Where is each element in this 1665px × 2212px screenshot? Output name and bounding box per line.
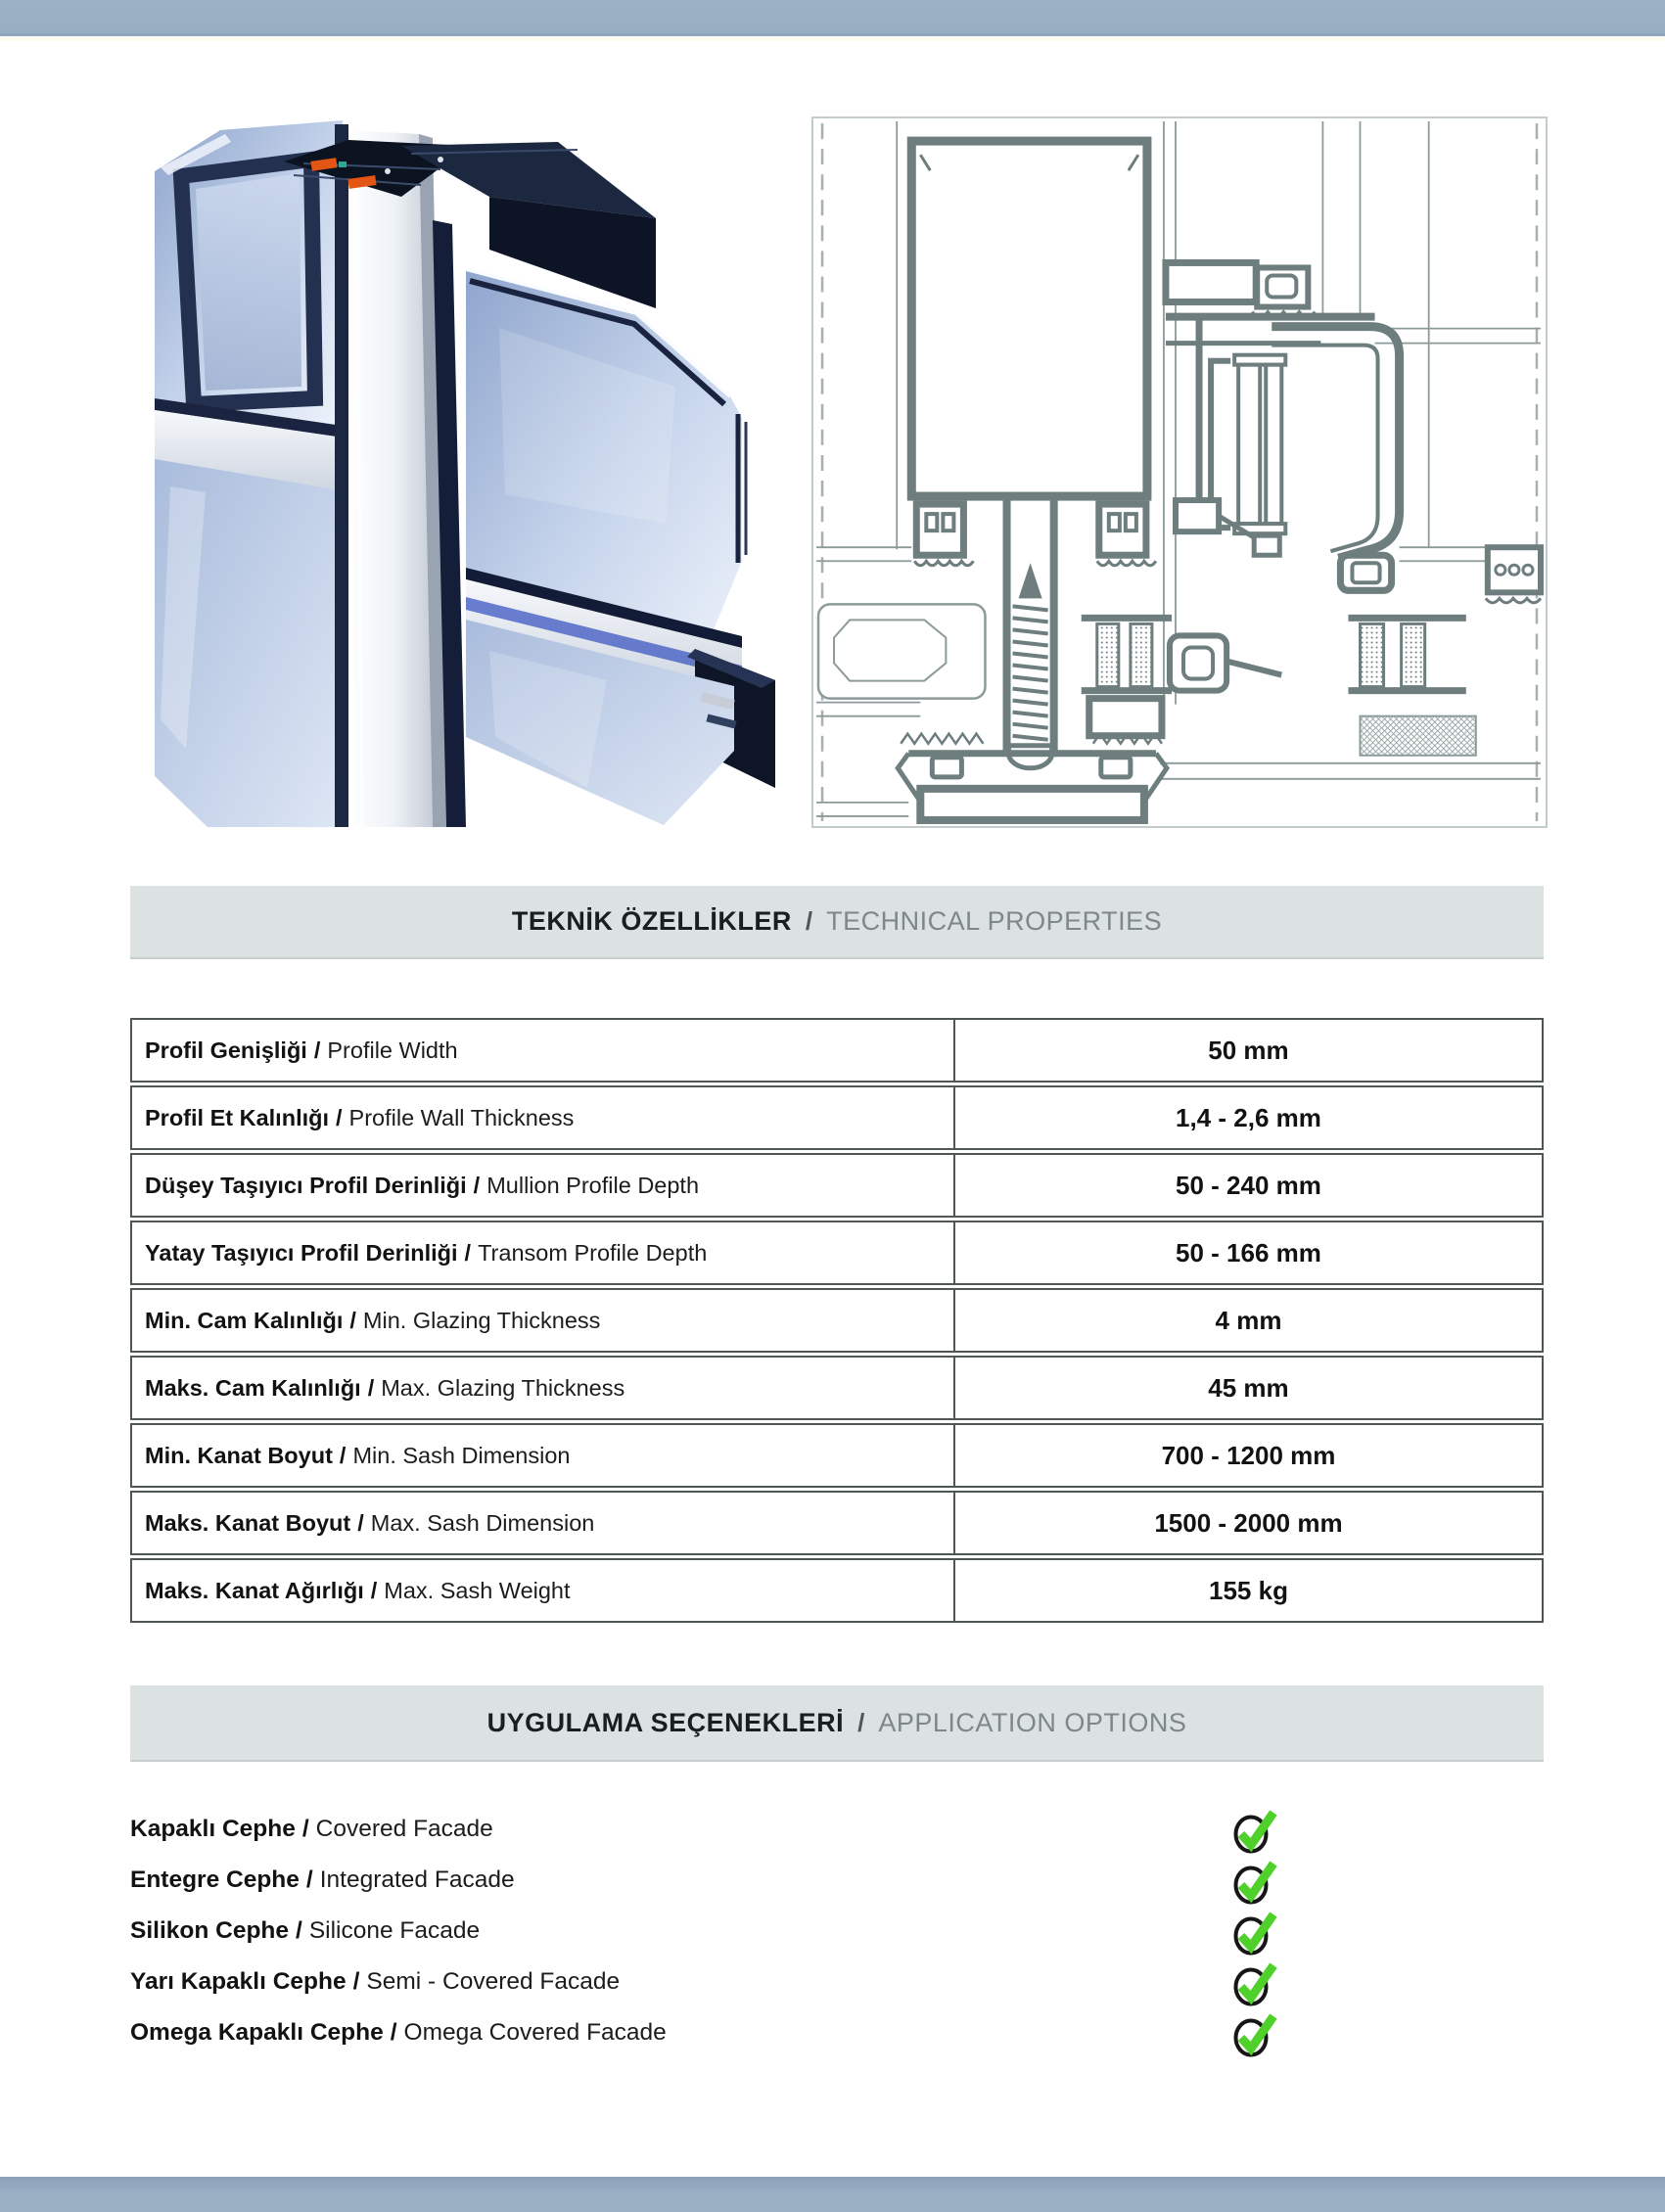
separator: /	[336, 1104, 343, 1130]
property-value: 45 mm	[1208, 1372, 1289, 1403]
separator: /	[370, 1577, 378, 1603]
option-label-en: Covered Facade	[315, 1816, 493, 1842]
property-label	[132, 1222, 955, 1283]
property-value: 50 - 166 mm	[1176, 1237, 1321, 1267]
separator: /	[473, 1172, 481, 1198]
property-label-en: Profile Wall Thickness	[348, 1104, 575, 1130]
property-value: 1500 - 2000 mm	[1154, 1507, 1343, 1538]
application-options-list	[130, 1804, 1544, 2058]
list-item	[130, 2007, 1544, 2058]
property-label-tr: Profil Et Kalınlığı	[145, 1104, 330, 1130]
property-label-en: Profile Width	[327, 1037, 458, 1063]
property-label-tr: Maks. Kanat Ağırlığı	[145, 1577, 364, 1603]
check-circle-icon	[1232, 1959, 1279, 2007]
table-row	[130, 1423, 1544, 1488]
property-label	[132, 1155, 955, 1216]
separator: /	[301, 1816, 309, 1842]
technical-section-drawing	[810, 115, 1549, 829]
table-row	[130, 1558, 1544, 1623]
table-row	[130, 1221, 1544, 1285]
section-title-tr: TEKNİK ÖZELLİKLER	[511, 906, 792, 936]
option-label-tr: Omega Kapaklı Cephe	[130, 2019, 384, 2046]
property-label-tr: Yatay Taşıyıcı Profil Derinliği	[145, 1239, 458, 1266]
property-label-en: Max. Sash Weight	[384, 1577, 571, 1603]
separator: /	[464, 1239, 472, 1266]
table-row	[130, 1288, 1544, 1353]
option-label-tr: Kapaklı Cephe	[130, 1816, 296, 1842]
check-circle-icon	[1232, 1857, 1279, 1906]
property-label-en: Min. Glazing Thickness	[362, 1307, 601, 1333]
table-row	[130, 1356, 1544, 1420]
table-row	[130, 1018, 1544, 1083]
property-label-tr: Maks. Cam Kalınlığı	[145, 1374, 361, 1401]
property-label-tr: Min. Kanat Boyut	[145, 1442, 333, 1468]
section-title-tr: UYGULAMA SEÇENEKLERİ	[486, 1707, 845, 1737]
separator: /	[390, 2019, 397, 2046]
list-item	[130, 1804, 1544, 1855]
property-label	[132, 1358, 955, 1418]
check-circle-icon	[1232, 1908, 1279, 1957]
separator: /	[296, 1917, 302, 1944]
property-value: 50 mm	[1208, 1035, 1289, 1065]
table-row	[130, 1085, 1544, 1150]
option-label-en: Omega Covered Facade	[403, 2019, 667, 2046]
property-value: 700 - 1200 mm	[1161, 1440, 1336, 1470]
property-label-en: Mullion Profile Depth	[486, 1172, 700, 1198]
section-title-en: APPLICATION OPTIONS	[878, 1707, 1187, 1737]
check-circle-icon	[1232, 2009, 1279, 2058]
section-title-en: TECHNICAL PROPERTIES	[826, 906, 1163, 936]
option-label-tr: Silikon Cephe	[130, 1917, 290, 1944]
property-label-tr: Profil Genişliği	[145, 1037, 307, 1063]
option-label-tr: Yarı Kapaklı Cephe	[130, 1968, 347, 1995]
section-header-application	[130, 1685, 1544, 1762]
curtain-wall-render-image	[147, 103, 793, 827]
property-label	[132, 1493, 955, 1553]
list-item	[130, 1906, 1544, 1957]
section-header-technical	[130, 886, 1544, 959]
property-label-tr: Min. Cam Kalınlığı	[145, 1307, 344, 1333]
top-bar	[0, 0, 1665, 36]
property-label-en: Max. Sash Dimension	[370, 1509, 595, 1536]
property-label	[132, 1560, 955, 1621]
list-item	[130, 1855, 1544, 1906]
separator: /	[339, 1442, 347, 1468]
option-label-en: Silicone Facade	[308, 1917, 481, 1944]
property-label-en: Max. Glazing Thickness	[381, 1374, 625, 1401]
property-label-en: Min. Sash Dimension	[352, 1442, 571, 1468]
property-value: 1,4 - 2,6 mm	[1176, 1102, 1321, 1132]
check-circle-icon	[1232, 1806, 1279, 1855]
property-label	[132, 1425, 955, 1486]
separator: /	[805, 906, 813, 936]
table-row	[130, 1153, 1544, 1218]
property-label-tr: Düşey Taşıyıcı Profil Derinliği	[145, 1172, 467, 1198]
property-value: 4 mm	[1215, 1305, 1282, 1335]
property-label-tr: Maks. Kanat Boyut	[145, 1509, 351, 1536]
option-label-en: Integrated Facade	[319, 1866, 515, 1893]
separator: /	[313, 1037, 321, 1063]
separator: /	[305, 1866, 313, 1893]
property-value: 155 kg	[1209, 1575, 1288, 1605]
separator: /	[349, 1307, 356, 1333]
section-drawing-image	[810, 115, 1549, 829]
property-label	[132, 1020, 955, 1081]
property-label	[132, 1290, 955, 1351]
option-label-en: Semi - Covered Facade	[366, 1968, 621, 1995]
separator: /	[352, 1968, 360, 1995]
separator: /	[367, 1374, 375, 1401]
property-value: 50 - 240 mm	[1176, 1170, 1321, 1200]
property-label-en: Transom Profile Depth	[478, 1239, 708, 1266]
properties-table	[130, 1018, 1544, 1626]
list-item	[130, 1957, 1544, 2007]
profile-3d-render	[147, 103, 793, 827]
table-row	[130, 1491, 1544, 1555]
property-label	[132, 1087, 955, 1148]
bottom-bar	[0, 2177, 1665, 2212]
top-strip	[0, 36, 1665, 41]
option-label-tr: Entegre Cephe	[130, 1866, 300, 1893]
separator: /	[857, 1707, 865, 1737]
separator: /	[357, 1509, 364, 1536]
